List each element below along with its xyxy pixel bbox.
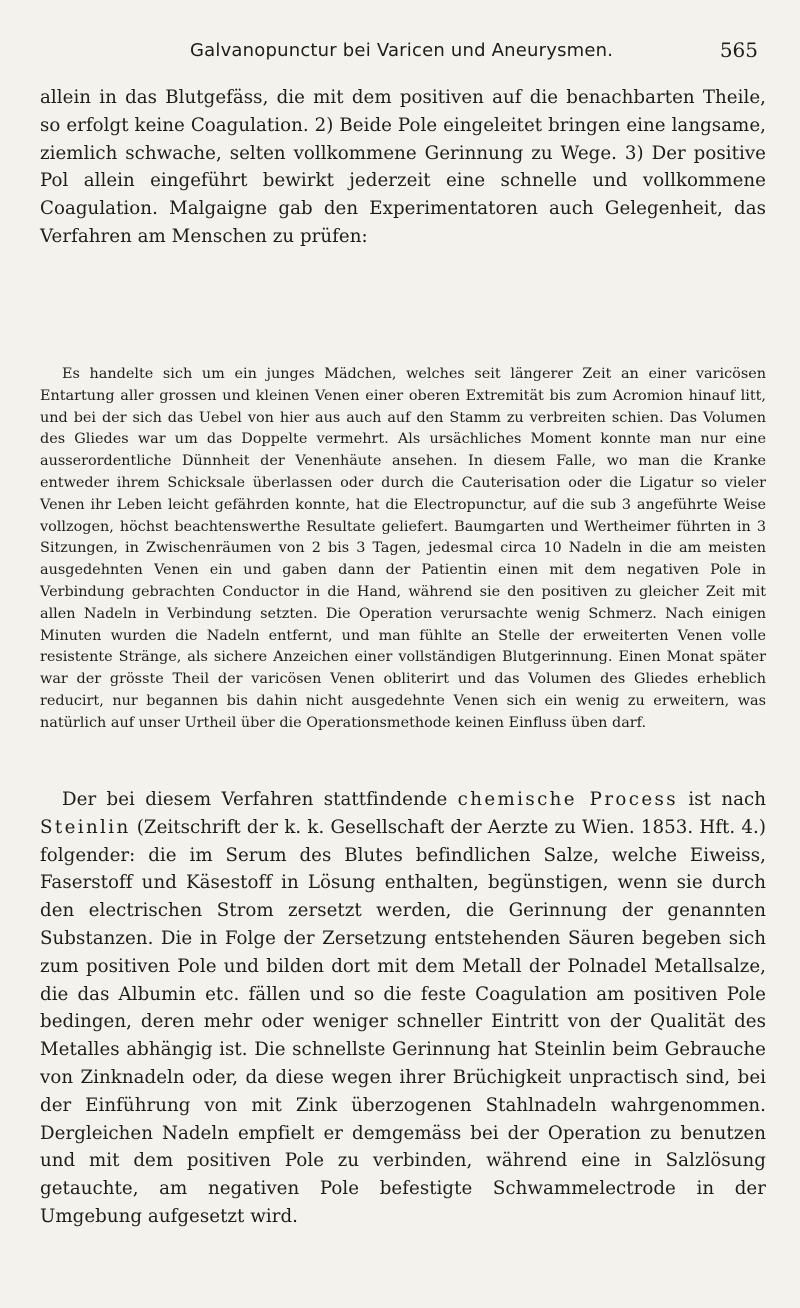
body-text-bottom — [40, 786, 766, 1231]
running-title: Galvanopunctur bei Varicen und Aneurysmen. — [190, 40, 614, 61]
case-report-block — [40, 364, 766, 735]
author-steinlin: Steinlin — [40, 816, 131, 838]
body-text-top — [40, 84, 766, 251]
paragraph-coagulation-summary: allein in das Blutgefäss, die mit dem positiven auf die benachbarten Theile, so erfolgt keine Coagulation. 2) Beide Pole eingeleitet bringen eine langsame, ziemlich schwache, selten vollkommene Gerinnung zu Wege. 3) Der positive Pol allein eingeführt bewirkt jederzeit eine schnelle und vollkommene Coagulation. Malgaigne gab den Experimentatoren auch Gelegenheit, das Verfahren am Menschen zu prüfen: — [40, 87, 766, 247]
chemical-process-mid: ist nach — [677, 789, 766, 810]
page-number: 565 — [719, 38, 758, 62]
paragraph-chemical-process — [40, 786, 766, 1231]
chemical-process-text: (Zeitschrift der k. k. Gesellschaft der Aerzte zu Wien. 1853. Hft. 4.) folgender: die im Serum des Blutes befindlichen Salze, welche Eiweiss, Faserstoff und Käsestoff in Lösung enthalten, begünstigen, wenn sie durch den electrischen Strom zersetzt werden, die Gerinnung der genannten Substanzen. Die in Folge der Zersetzung entstehenden Säuren begeben sich zum positiven Pole und bilden dort mit dem Metall der Polnadel Metallsalze, die das Albumin etc. fällen und so die feste Coagulation am positiven Pole bedingen, deren mehr oder weniger schneller Eintritt von der Qualität des Metalles abhängig ist. Die schnellste Gerinnung hat Steinlin beim Gebrauche von Zinknadeln oder, da diese wegen ihrer Brüchigkeit unpractisch sind, bei der Einführung von mit Zink überzogenen Stahlnadeln wahrgenommen. Dergleichen Nadeln empfielt er demgemäss bei der Operation zu benutzen und mit dem positiven Pole zu verbinden, während eine in Salzlösung getauchte, am negativen Pole befestigte Schwammelectrode in der Umgebung aufgesetzt wird. — [40, 816, 766, 1227]
chemical-process-lead: Der bei diesem Verfahren stattfindende — [62, 789, 458, 810]
emphasis-chemical-process: chemische Process — [457, 789, 678, 810]
case-report-paragraph: Es handelte sich um ein junges Mädchen, welches seit längerer Zeit an einer varicösen Entartung aller grossen und kleinen Venen einer oberen Extremität bis zum Acromion hinauf litt, und bei der sich das Uebel von hier aus auch auf den Stamm zu verbreiten schien. Das Volumen des Gliedes war um das Doppelte vermehrt. Als ursächliches Moment konnte man nur eine ausserordentliche Dünnheit der Venenhäute ansehen. In diesem Falle, wo man die Kranke entweder ihrem Schicksale überlassen oder durch die Cauterisation oder die Ligatur so vieler Venen ihr Leben leicht gefährden konnte, hat die Electropunctur, auf die sub 3 angeführte Weise vollzogen, höchst beachtenswerthe Resultate geliefert. Baumgarten und Wertheimer führten in 3 Sitzungen, in Zwischenräumen von 2 bis 3 Tagen, jedesmal circa 10 Nadeln in die am meisten ausgedehnten Venen ein und gaben dann der Patientin einen mit dem negativen Pole in Verbindung gebrachten Conductor in die Hand, während sie den positiven zu gleicher Zeit mit allen Nadeln in Verbindung setzten. Die Operation verursachte wenig Schmerz. Nach einigen Minuten wurden die Nadeln entfernt, und man fühlte an Stelle der erweiterten Venen volle resistente Stränge, als sichere Anzeichen einer vollständigen Blutgerinnung. Einen Monat später war der grösste Theil der varicösen Venen obliterirt und das Volumen des Gliedes erheblich reducirt, nur begannen bis dahin nicht ausgedehnte Venen sich ein wenig zu erweitern, was natürlich auf unser Urtheil über die Operationsmethode keinen Einfluss üben darf. — [40, 366, 766, 731]
